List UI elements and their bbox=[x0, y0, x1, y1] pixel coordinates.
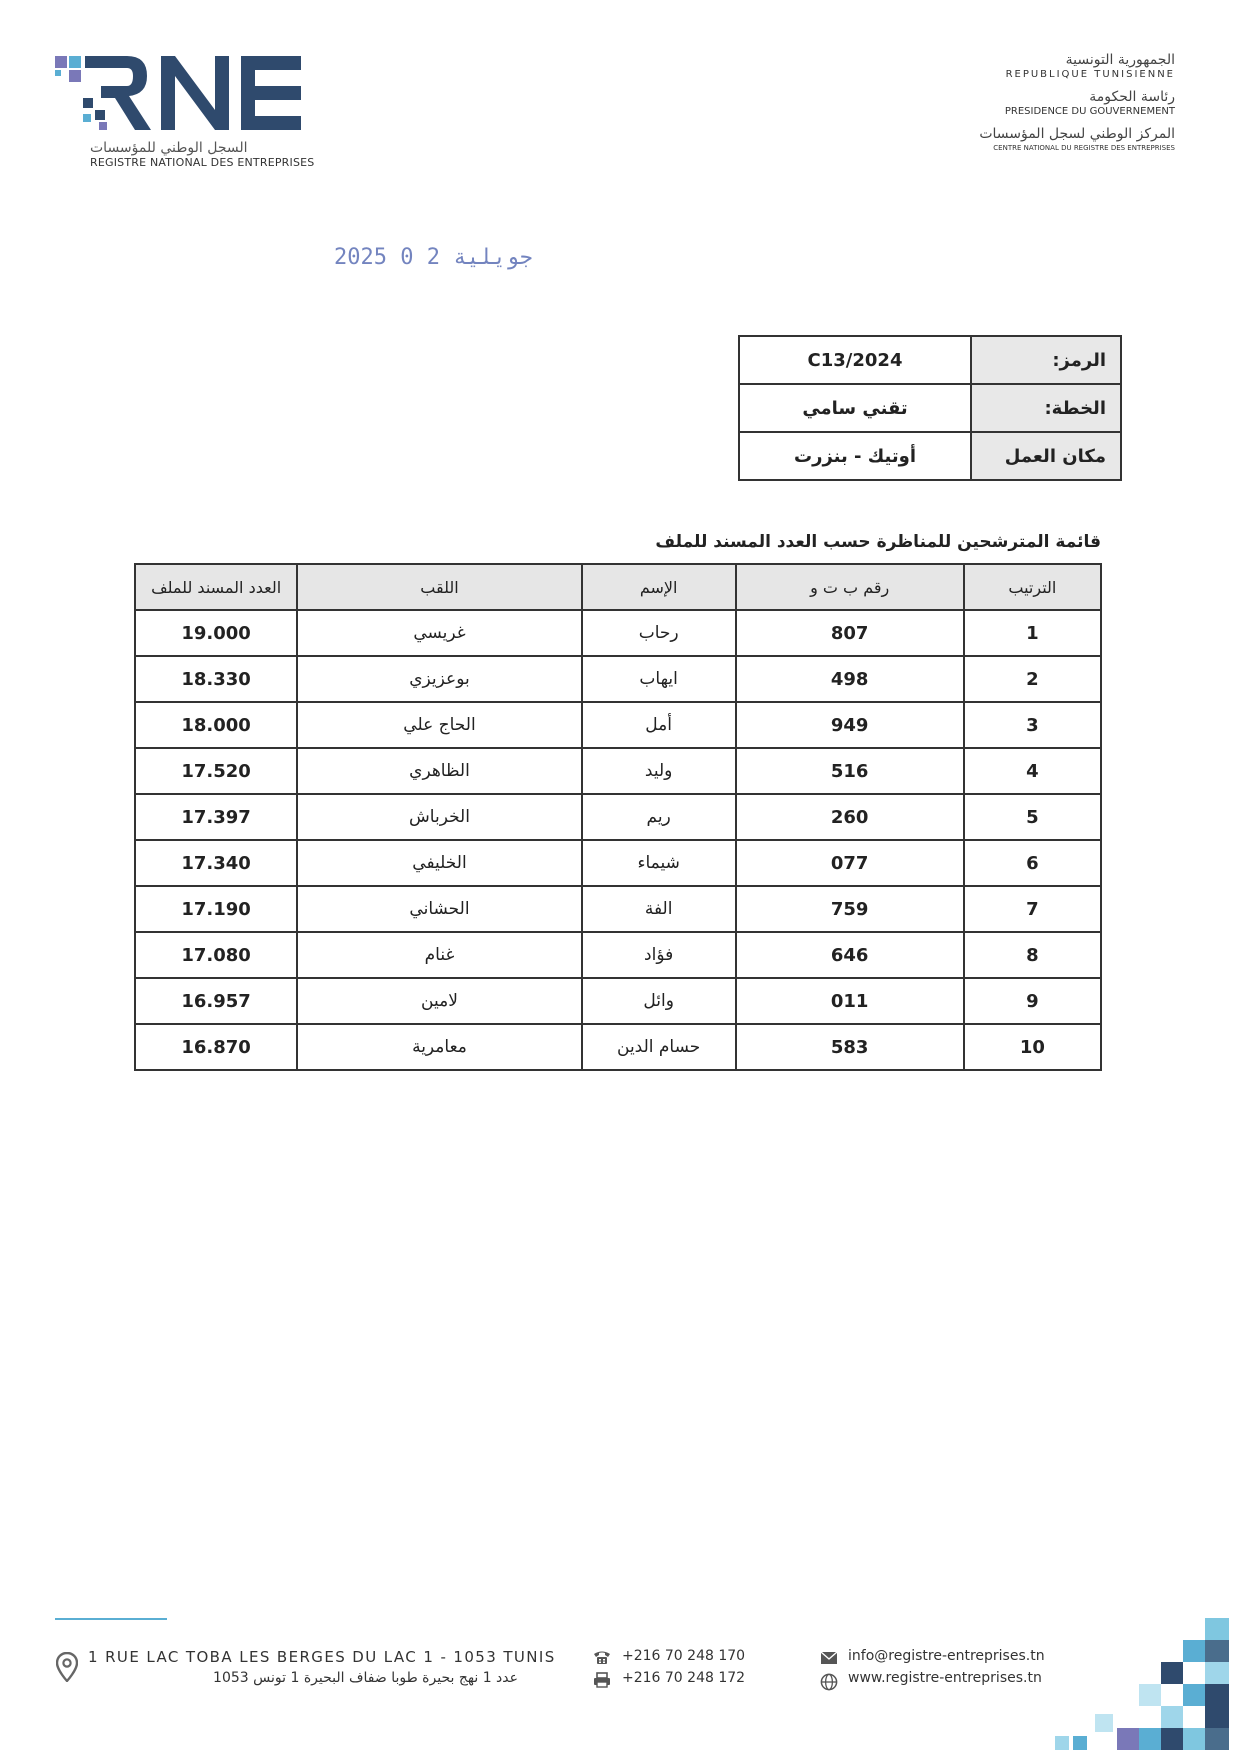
cell-rank: 8 bbox=[964, 932, 1101, 978]
info-label: الخطة: bbox=[971, 384, 1121, 432]
mail-icon bbox=[820, 1651, 838, 1665]
website-address: www.registre-entreprises.tn bbox=[848, 1670, 1042, 1686]
date-stamp: 2025 جويلية 2 0 bbox=[334, 245, 533, 270]
cell-id: 077 bbox=[736, 840, 964, 886]
cell-score: 17.190 bbox=[135, 886, 297, 932]
info-row-position bbox=[739, 384, 1121, 432]
cell-id: 011 bbox=[736, 978, 964, 1024]
cell-last-name: لامين bbox=[297, 978, 582, 1024]
cell-first-name: رحاب bbox=[582, 610, 736, 656]
cell-rank: 4 bbox=[964, 748, 1101, 794]
table-row bbox=[135, 656, 1101, 702]
cell-rank: 7 bbox=[964, 886, 1101, 932]
cell-last-name: معامرية bbox=[297, 1024, 582, 1070]
logo-french-name: REGISTRE NATIONAL DES ENTREPRISES bbox=[90, 156, 315, 169]
info-row-workplace bbox=[739, 432, 1121, 480]
location-pin-icon bbox=[56, 1652, 78, 1682]
cell-id: 646 bbox=[736, 932, 964, 978]
candidates-table bbox=[134, 563, 1102, 1071]
cell-last-name: الحاج علي bbox=[297, 702, 582, 748]
cell-rank: 9 bbox=[964, 978, 1101, 1024]
cell-last-name: الخليفي bbox=[297, 840, 582, 886]
address-french: 1 RUE LAC TOBA LES BERGES DU LAC 1 - 1053 TUNIS bbox=[88, 1648, 556, 1666]
cell-rank: 1 bbox=[964, 610, 1101, 656]
cell-score: 19.000 bbox=[135, 610, 297, 656]
phone-icon bbox=[593, 1649, 611, 1665]
table-row bbox=[135, 1024, 1101, 1070]
info-label: الرمز: bbox=[971, 336, 1121, 384]
footer-divider bbox=[55, 1618, 167, 1620]
cell-first-name: الفة bbox=[582, 886, 736, 932]
cell-first-name: وليد bbox=[582, 748, 736, 794]
cell-id: 516 bbox=[736, 748, 964, 794]
table-row bbox=[135, 886, 1101, 932]
header-id: رقم ب ت و bbox=[736, 564, 964, 610]
info-value: أوتيك - بنزرت bbox=[739, 432, 971, 480]
rne-logo-mark bbox=[55, 52, 305, 134]
phone-number: +216 70 248 170 bbox=[622, 1648, 746, 1664]
globe-icon bbox=[820, 1673, 838, 1691]
center-french: CENTRE NATIONAL DU REGISTRE DES ENTREPRISES bbox=[993, 144, 1175, 152]
cell-score: 17.520 bbox=[135, 748, 297, 794]
cell-first-name: شيماء bbox=[582, 840, 736, 886]
table-header-row bbox=[135, 564, 1101, 610]
cell-rank: 3 bbox=[964, 702, 1101, 748]
cell-first-name: ريم bbox=[582, 794, 736, 840]
cell-rank: 5 bbox=[964, 794, 1101, 840]
cell-id: 498 bbox=[736, 656, 964, 702]
table-row bbox=[135, 978, 1101, 1024]
info-value: تقني سامي bbox=[739, 384, 971, 432]
cell-score: 16.957 bbox=[135, 978, 297, 1024]
cell-score: 18.330 bbox=[135, 656, 297, 702]
info-label: مكان العمل bbox=[971, 432, 1121, 480]
post-info-table bbox=[738, 335, 1122, 481]
table-row bbox=[135, 610, 1101, 656]
cell-score: 16.870 bbox=[135, 1024, 297, 1070]
cell-rank: 6 bbox=[964, 840, 1101, 886]
header-first-name: الإسم bbox=[582, 564, 736, 610]
list-title: قائمة المترشحين للمناظرة حسب العدد المسند للملف bbox=[655, 532, 1101, 552]
address-arabic: عدد 1 نهج بحيرة طوبا ضفاف البحيرة 1 تونس 1053 bbox=[213, 1670, 518, 1686]
cell-last-name: بوعزيزي bbox=[297, 656, 582, 702]
rne-logo bbox=[55, 52, 315, 172]
cell-id: 759 bbox=[736, 886, 964, 932]
republic-french: REPUBLIQUE TUNISIENNE bbox=[1005, 69, 1175, 80]
cell-first-name: حسام الدين bbox=[582, 1024, 736, 1070]
table-row bbox=[135, 794, 1101, 840]
email-address: info@registre-entreprises.tn bbox=[848, 1648, 1045, 1664]
cell-last-name: الحشاني bbox=[297, 886, 582, 932]
cell-rank: 10 bbox=[964, 1024, 1101, 1070]
cell-first-name: ايهاب bbox=[582, 656, 736, 702]
table-row bbox=[135, 702, 1101, 748]
cell-rank: 2 bbox=[964, 656, 1101, 702]
cell-last-name: الخرباش bbox=[297, 794, 582, 840]
header-institution-block bbox=[915, 52, 1175, 163]
cell-last-name: غنام bbox=[297, 932, 582, 978]
center-arabic: المركز الوطني لسجل المؤسسات bbox=[979, 126, 1175, 142]
cell-id: 583 bbox=[736, 1024, 964, 1070]
cell-last-name: غريسي bbox=[297, 610, 582, 656]
fax-icon bbox=[593, 1672, 611, 1688]
cell-id: 807 bbox=[736, 610, 964, 656]
cell-score: 18.000 bbox=[135, 702, 297, 748]
presidency-arabic: رئاسة الحكومة bbox=[1089, 89, 1175, 105]
cell-id: 949 bbox=[736, 702, 964, 748]
republic-arabic: الجمهورية التونسية bbox=[1065, 52, 1175, 68]
presidency-french: PRESIDENCE DU GOUVERNEMENT bbox=[1004, 106, 1175, 117]
table-row bbox=[135, 840, 1101, 886]
cell-first-name: فؤاد bbox=[582, 932, 736, 978]
cell-score: 17.080 bbox=[135, 932, 297, 978]
table-row bbox=[135, 932, 1101, 978]
cell-first-name: وائل bbox=[582, 978, 736, 1024]
cell-score: 17.397 bbox=[135, 794, 297, 840]
cell-last-name: الظاهري bbox=[297, 748, 582, 794]
decorative-pixel-squares bbox=[1055, 1618, 1241, 1755]
logo-arabic-name: السجل الوطني للمؤسسات bbox=[90, 140, 248, 156]
fax-number: +216 70 248 172 bbox=[622, 1670, 746, 1686]
cell-score: 17.340 bbox=[135, 840, 297, 886]
cell-id: 260 bbox=[736, 794, 964, 840]
cell-first-name: أمل bbox=[582, 702, 736, 748]
info-value: C13/2024 bbox=[739, 336, 971, 384]
table-row bbox=[135, 748, 1101, 794]
header-score: العدد المسند للملف bbox=[135, 564, 297, 610]
header-rank: الترتيب bbox=[964, 564, 1101, 610]
header-last-name: اللقب bbox=[297, 564, 582, 610]
info-row-code bbox=[739, 336, 1121, 384]
